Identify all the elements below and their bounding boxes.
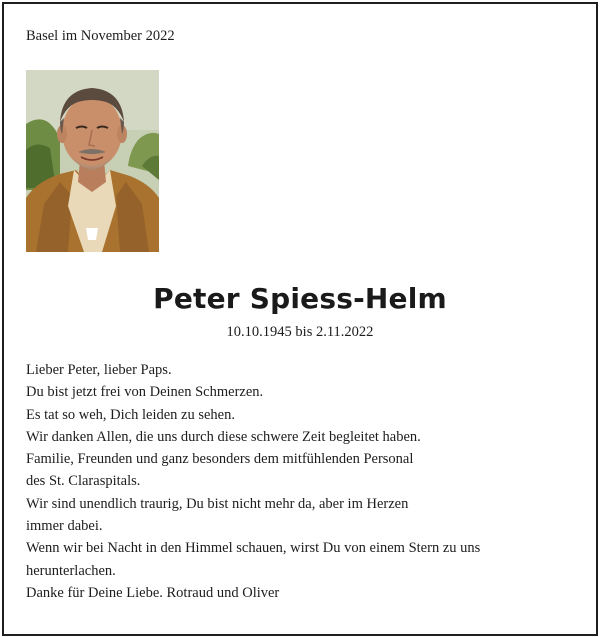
message-line: Familie, Freunden und ganz besonders dem mitfühlenden Personal xyxy=(26,451,414,468)
place-date: Basel im November 2022 xyxy=(26,28,175,44)
message-line: Wenn wir bei Nacht in den Himmel schauen, wirst Du von einem Stern zu uns xyxy=(26,540,481,557)
portrait-photo xyxy=(26,70,159,252)
deceased-name: Peter Spiess-Helm xyxy=(153,282,447,315)
obituary-notice xyxy=(2,2,598,636)
message-text xyxy=(26,359,586,604)
life-dates: 10.10.1945 bis 2.11.2022 xyxy=(226,324,374,340)
portrait-photo-icon xyxy=(26,70,159,252)
message-line: immer dabei. xyxy=(26,518,103,535)
undershirt xyxy=(86,228,98,240)
message-line: Wir sind unendlich traurig, Du bist nicht mehr da, aber im Herzen xyxy=(26,495,409,512)
message-line: Lieber Peter, lieber Paps. xyxy=(26,362,172,378)
message-line: Es tat so weh, Dich leiden zu sehen. xyxy=(26,406,235,423)
message-line: Du bist jetzt frei von Deinen Schmerzen. xyxy=(26,384,264,401)
message-line: Wir danken Allen, die uns durch diese schwere Zeit begleitet haben. xyxy=(26,428,421,445)
message-line: Danke für Deine Liebe. Rotraud und Oliver xyxy=(26,584,280,601)
message-line: herunterlachen. xyxy=(26,562,116,579)
message-line: des St. Claraspitals. xyxy=(26,473,141,490)
